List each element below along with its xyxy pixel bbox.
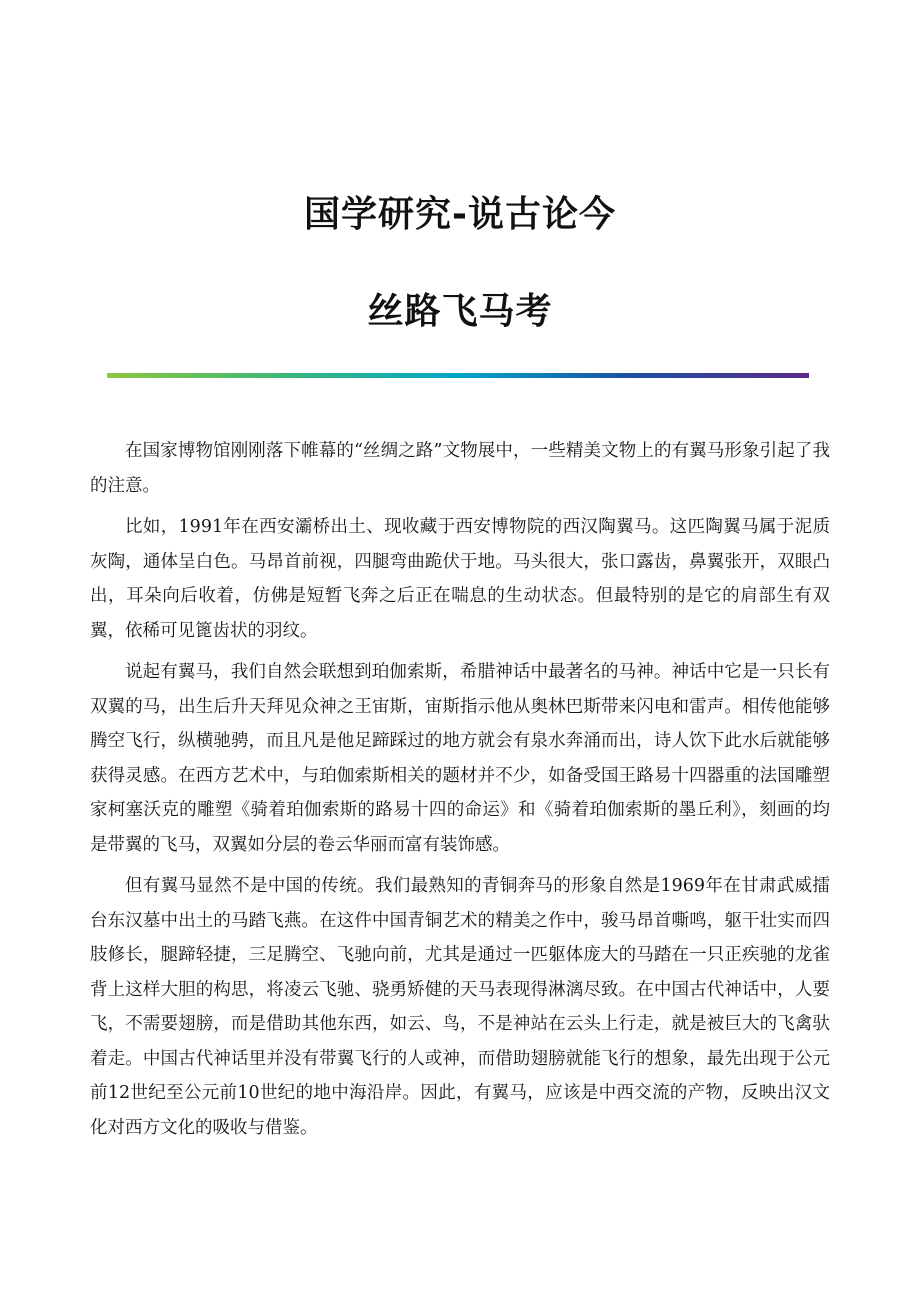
paragraph: 说起有翼马，我们自然会联想到珀伽索斯，希腊神话中最著名的马神。神话中它是一只长有双翼的马，出生后升天拜见众神之王宙斯，宙斯指示他从奥林巴斯带来闪电和雷声。相传他能够腾空飞行，纵横驰骋，而且凡是他足蹄踩过的地方就会有泉水奔涌而出，诗人饮下此水后就能够获得灵感。在西方艺术中，与珀伽索斯相关的题材并不少，如备受国王路易十四器重的法国雕塑家柯塞沃克的雕塑《骑着珀伽索斯的路易十四的命运》和《骑着珀伽索斯的墨丘利》，刻画的均是带翼的飞马，双翼如分层的卷云华丽而富有装饰感。 <box>90 662 830 855</box>
paragraph: 比如，1991年在西安灞桥出土、现收藏于西安博物院的西汉陶翼马。这匹陶翼马属于泥质灰陶，通体呈白色。马昂首前视，四腿弯曲跪伏于地。马头很大，张口露齿，鼻翼张开，双眼凸出，耳朵向后收着，仿佛是短暂飞奔之后正在喘息的生动状态。但最特别的是它的肩部生有双翼，依稀可见篦齿状的羽纹。 <box>90 517 830 641</box>
page-title: 国学研究-说古论今 <box>304 194 616 235</box>
article-body <box>90 434 830 1152</box>
paragraph: 但有翼马显然不是中国的传统。我们最熟知的青铜奔马的形象自然是1969年在甘肃武威擂台东汉墓中出土的马踏飞燕。在这件中国青铜艺术的精美之作中，骏马昂首嘶鸣，躯干壮实而四肢修长，腿蹄轻捷，三足腾空、飞驰向前，尤其是通过一匹躯体庞大的马踏在一只正疾驰的龙雀背上这样大胆的构思，将凌云飞驰、骁勇矫健的天马表现得淋漓尽致。在中国古代神话中，人要飞，不需要翅膀，而是借助其他东西，如云、鸟，不是神站在云头上行走，就是被巨大的飞禽驮着走。中国古代神话里并没有带翼飞行的人或神，而借助翅膀就能飞行的想象，最先出现于公元前12世纪至公元前10世纪的地中海沿岸。因此，有翼马，应该是中西交流的产物，反映出汉文化对西方文化的吸收与借鉴。 <box>90 876 830 1138</box>
article-title: 丝路飞马考 <box>367 291 553 332</box>
gradient-divider <box>107 373 809 378</box>
paragraph: 在国家博物馆刚刚落下帷幕的“丝绸之路”文物展中，一些精美文物上的有翼马形象引起了我的注意。 <box>90 441 830 496</box>
